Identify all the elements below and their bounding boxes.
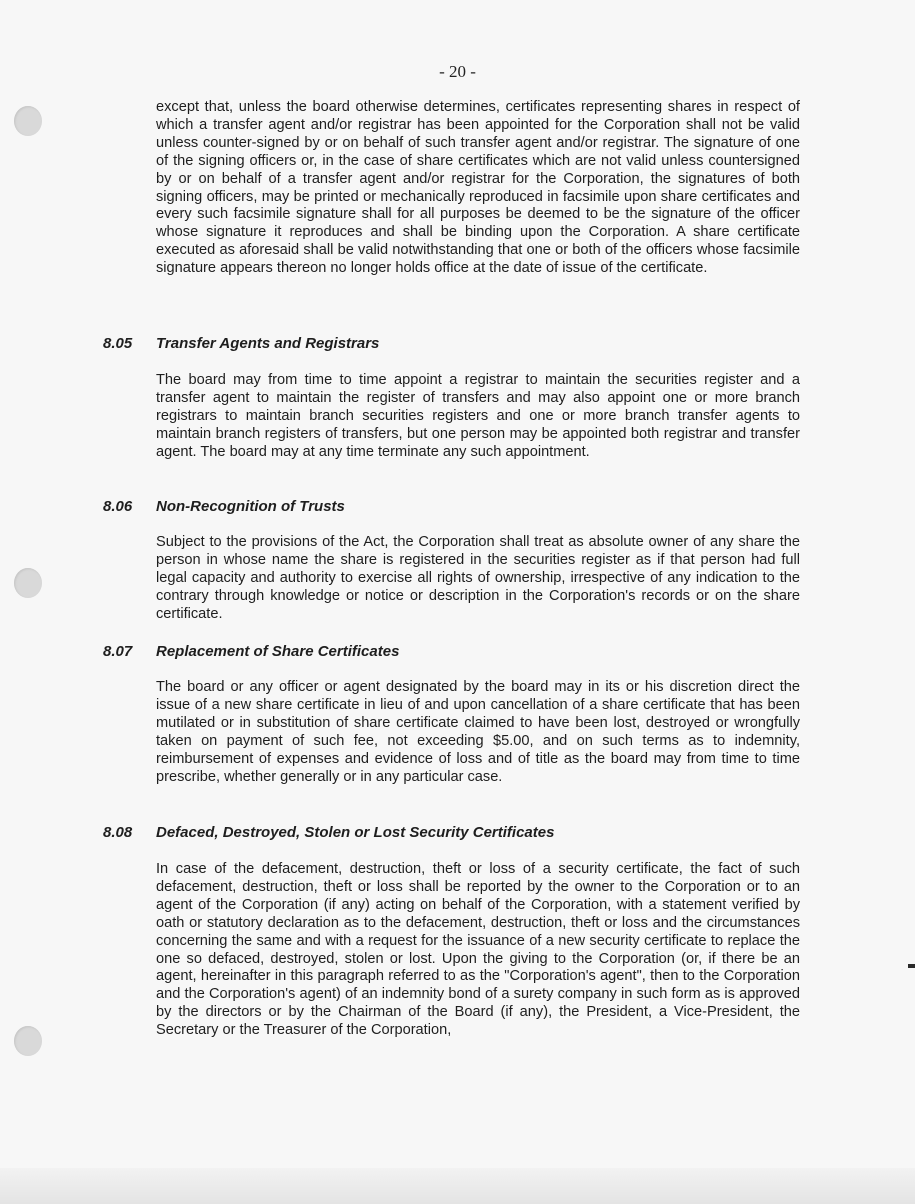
section-title: Transfer Agents and Registrars [156,335,380,352]
scan-edge-mark [908,964,915,968]
section-number: 8.06 [103,498,133,515]
section-title: Replacement of Share Certificates [156,643,400,660]
section-number: 8.05 [103,335,133,352]
scan-bottom-shade [0,1168,915,1204]
punch-hole-bottom [14,1026,42,1056]
section-title: Defaced, Destroyed, Stolen or Lost Security Certificates [156,824,555,841]
section-heading-8-06 [103,498,345,515]
intro-paragraph: except that, unless the board otherwise determines, certificates representing shares in respect of which a transfer agent and/or registrar has been appointed for the Corporation shall not be valid unless counter-signed by or on behalf of such transfer agent and/or registrar. The signature of one of the signing officers or, in the case of share certificates which are not valid unless countersigned by or on behalf of a transfer agent and/or registrar for the Corporation, the signatures of both signing officers, may be printed or mechanically reproduced in facsimile upon share certificates and every such facsimile signature shall for all purposes be deemed to be the signature of the officer whose signature it reproduces and shall be binding upon the Corporation. A share certificate executed as aforesaid shall be valid notwithstanding that one or both of the officers whose facsimile signature appears thereon no longer holds office at the date of issue of the certificate. [156,99,800,277]
punch-hole-top [14,106,42,136]
section-body-8-05: The board may from time to time appoint a registrar to maintain the securities register and a transfer agent to maintain the register of transfers and may also appoint one or more branch registrars to maintain branch securities registers and one or more branch transfer agents to maintain branch registers of transfers, but one person may be appointed both registrar and transfer agent. The board may at any time terminate any such appointment. [156,372,800,460]
section-title: Non-Recognition of Trusts [156,498,345,515]
section-body-8-06: Subject to the provisions of the Act, the Corporation shall treat as absolute owner of any share the person in whose name the share is registered in the securities register as if that person had full legal capacity and authority to exercise all rights of ownership, irrespective of any indication to the contrary through knowledge or notice or description in the Corporation's records or on the share certificate. [156,534,800,622]
section-body-8-07: The board or any officer or agent designated by the board may in its or his discretion direct the issue of a new share certificate in lieu of and upon cancellation of a share certificate that has been mutilated or in substitution of share certificate claimed to have been lost, destroyed or wrongfully taken on payment of such fee, not exceeding $5.00, and on such terms as to indemnity, reimbursement of expenses and evidence of loss and of title as the board may from time to time prescribe, whether generally or in any particular case. [156,679,800,785]
page-number: - 20 - [439,62,476,81]
punch-hole-middle [14,568,42,598]
section-heading-8-05 [103,335,379,352]
section-heading-8-08 [103,824,554,841]
section-number: 8.08 [103,824,133,841]
section-number: 8.07 [103,643,133,660]
section-body-8-08: In case of the defacement, destruction, theft or loss of a security certificate, the fact of such defacement, destruction, theft or loss shall be reported by the owner to the Corporation or to an agent of the Corporation (if any) acting on behalf of the Corporation, with a statement verified by oath or statutory declaration as to the defacement, destruction, theft or loss and the circumstances concerning the same and with a request for the issuance of a new security certificate to replace the one so defaced, destroyed, stolen or lost. Upon the giving to the Corporation (or, if there be an agent, hereinafter in this paragraph referred to as the "Corporation's agent", then to the Corporation and the Corporation's agent) of an indemnity bond of a surety company in such form as is approved by the directors or by the Chairman of the Board (if any), the President, a Vice-President, the Secretary or the Treasurer of the Corporation, [156,861,800,1039]
section-heading-8-07 [103,643,399,660]
